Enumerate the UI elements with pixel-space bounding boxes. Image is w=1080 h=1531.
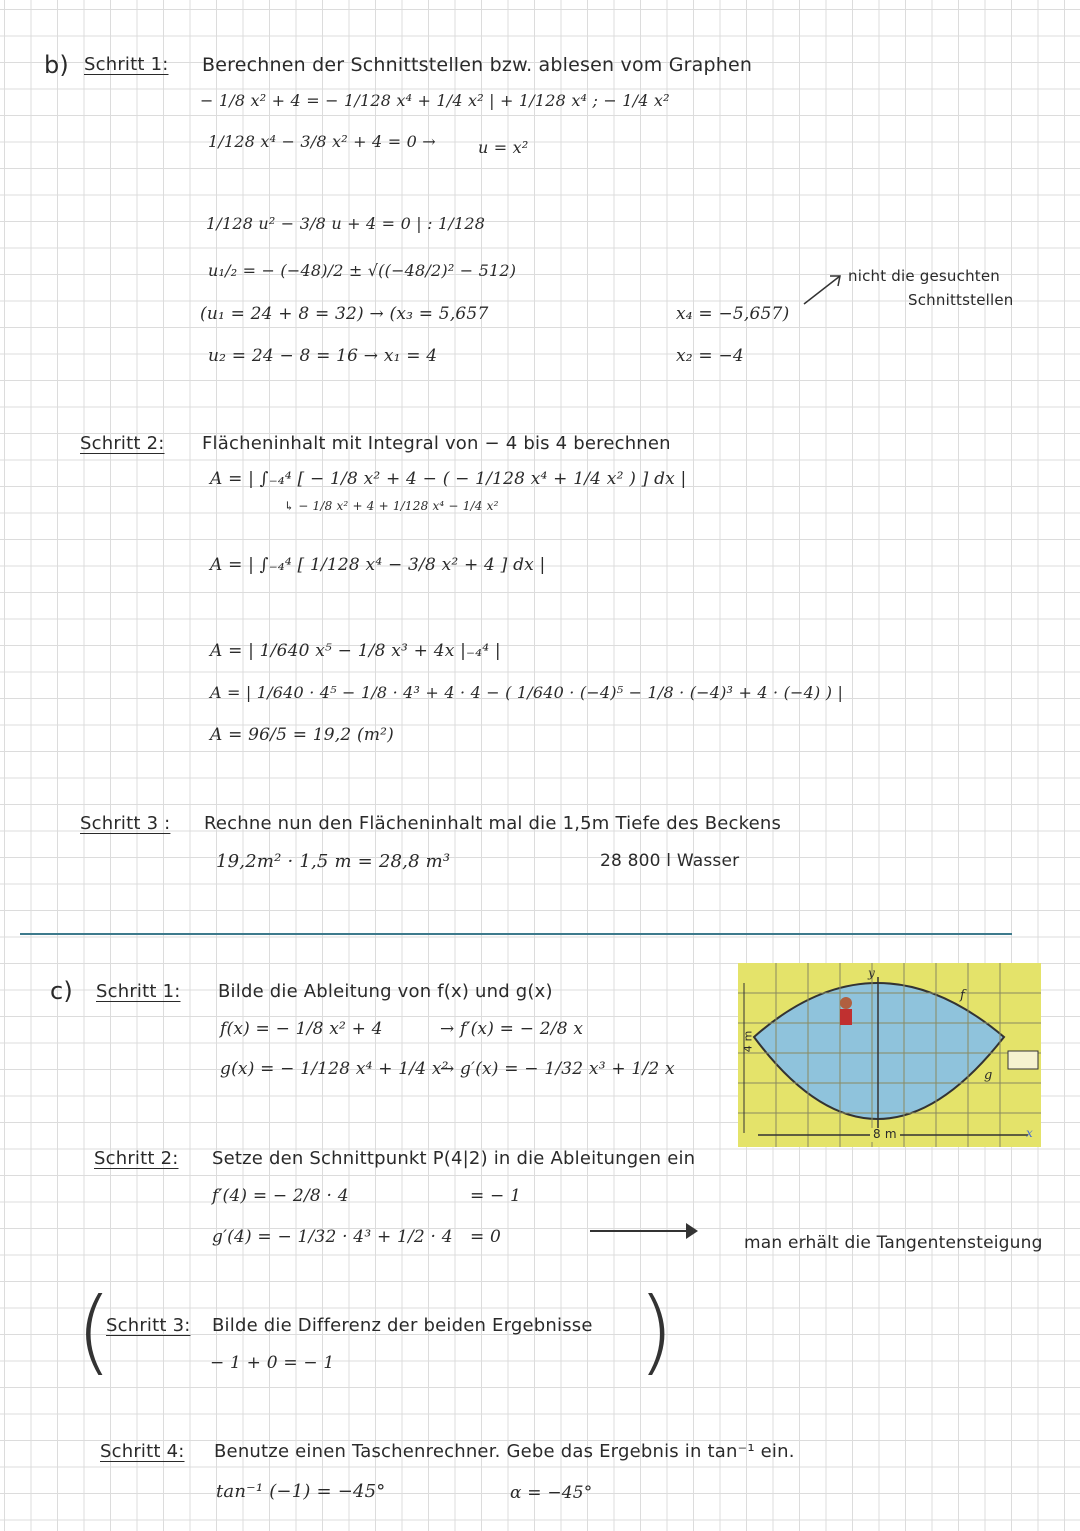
g-prime-at-4-result: = 0 (470, 1227, 502, 1247)
part-b-step1-title: Berechnen der Schnittstellen bzw. ablesen vom Graphen (202, 54, 753, 76)
part-c-step4-title: Benutze einen Taschenrechner. Gebe das Ergebnis in tan⁻¹ ein. (214, 1441, 795, 1462)
g-derivative: → g′(x) = − 1/32 x³ + 1/2 x (440, 1059, 675, 1079)
part-b-step1-label: Schritt 1: (84, 54, 169, 75)
difference-calc: − 1 + 0 = − 1 (210, 1353, 335, 1373)
part-c-step2-title: Setze den Schnittpunkt P(4|2) in die Ableitungen ein (212, 1148, 696, 1169)
part-b-step2-label: Schritt 2: (80, 433, 165, 454)
x2-value: x₂ = −4 (676, 346, 744, 366)
section-divider (20, 933, 1012, 935)
area-evaluation: A = | 1/640 · 4⁵ − 1/8 · 4³ + 4 · 4 − ( 1/640 · (−4)⁵ − 1/8 · (−4)³ + 4 · (−4) ) | (210, 683, 844, 702)
volume-result: 28 800 l Wasser (600, 851, 740, 871)
x4-value: x₄ = −5,657) (676, 304, 790, 324)
pool-diagram-svg (738, 963, 1041, 1147)
result-arrow-line (590, 1230, 695, 1232)
f-function: f(x) = − 1/8 x² + 4 (220, 1019, 383, 1039)
figure-f-label: f (960, 988, 966, 1003)
volume-calc: 19,2m² · 1,5 m = 28,8 m³ (216, 851, 451, 872)
figure-width-label: 8 m (870, 1128, 900, 1142)
f-prime-at-4-result: = − 1 (470, 1186, 522, 1206)
g-function: g(x) = − 1/128 x⁴ + 1/4 x² (220, 1059, 449, 1079)
part-c-step1-title: Bilde die Ableitung von f(x) und g(x) (218, 981, 553, 1002)
part-b-step2-title: Flächeninhalt mit Integral von − 4 bis 4 berechnen (202, 433, 671, 454)
f-derivative: → f′(x) = − 2/8 x (440, 1019, 584, 1039)
part-c-step3-title: Bilde die Differenz der beiden Ergebnisse (212, 1315, 593, 1336)
bracket-open: ( (76, 1278, 112, 1385)
tangent-slope-note: man erhält die Tangentensteigung (744, 1233, 1043, 1253)
note-line-2: Schnittstellen (908, 291, 1014, 309)
u1-row: (u₁ = 24 + 8 = 32) → (x₃ = 5,657 (200, 304, 489, 324)
area-integral-1-note: ↳ − 1/8 x² + 4 + 1/128 x⁴ − 1/4 x² (284, 499, 499, 513)
part-c-step4-label: Schritt 4: (100, 1441, 185, 1462)
part-c-step1-label: Schritt 1: (96, 981, 181, 1002)
u2-row: u₂ = 24 − 8 = 16 → x₁ = 4 (208, 346, 438, 366)
equation-quadratic: 1/128 u² − 3/8 u + 4 = 0 | : 1/128 (206, 214, 486, 233)
arrow-right-icon (686, 1223, 698, 1239)
area-result: A = 96/5 = 19,2 (m²) (210, 725, 395, 745)
figure-y-label: y (868, 966, 875, 980)
area-integral-1: A = | ∫₋₄⁴ [ − 1/8 x² + 4 − ( − 1/128 x⁴ + 1/4 x² ) ] dx | (210, 469, 687, 489)
figure-g-label: g (984, 1068, 993, 1083)
part-c-letter: c) (50, 977, 73, 1005)
area-integral-2: A = | ∫₋₄⁴ [ 1/128 x⁴ − 3/8 x² + 4 ] dx | (210, 555, 546, 575)
g-prime-at-4: g′(4) = − 1/32 · 4³ + 1/2 · 4 (212, 1227, 453, 1247)
f-prime-at-4: f′(4) = − 2/8 · 4 (212, 1186, 349, 1206)
note-arrow-icon (800, 268, 848, 308)
figure-height-label: 4 m (741, 1030, 755, 1053)
pq-formula: u₁/₂ = − (−48)/2 ± √((−48/2)² − 512) (208, 261, 517, 280)
equation-quartic: 1/128 x⁴ − 3/8 x² + 4 = 0 → (208, 132, 436, 151)
note-line-1: nicht die gesuchten (848, 267, 1001, 285)
arctan-calc: tan⁻¹ (−1) = −45° (216, 1481, 386, 1502)
part-b-step3-title: Rechne nun den Flächeninhalt mal die 1,5m Tiefe des Beckens (204, 813, 782, 834)
substitution: u = x² (478, 138, 529, 157)
pool-figure (738, 963, 1041, 1147)
angle-result: α = −45° (510, 1483, 593, 1503)
part-b-letter: b) (44, 51, 69, 79)
equation-intersection: − 1/8 x² + 4 = − 1/128 x⁴ + 1/4 x² | + 1/128 x⁴ ; − 1/4 x² (200, 91, 670, 110)
area-antiderivative: A = | 1/640 x⁵ − 1/8 x³ + 4x |₋₄⁴ | (210, 641, 501, 661)
figure-x-label: x (1026, 1126, 1033, 1140)
part-c-step3-label: Schritt 3: (106, 1315, 191, 1336)
bracket-close: ) (638, 1278, 674, 1385)
part-c-step2-label: Schritt 2: (94, 1148, 179, 1169)
part-b-step3-label: Schritt 3 : (80, 813, 171, 834)
